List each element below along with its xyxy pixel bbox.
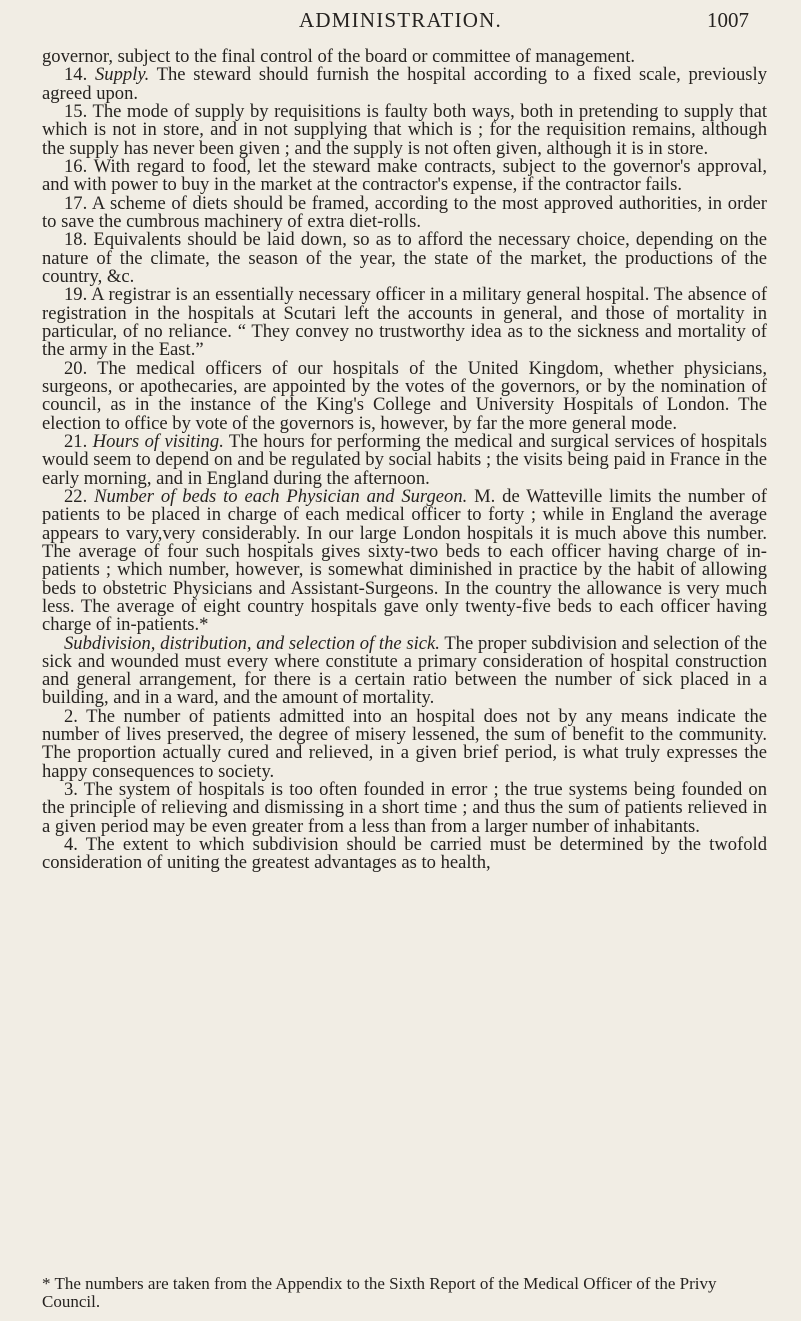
paragraph-text: The extent to which subdivision should be carried must be determined by the twofold consideration of uniting the greatest advantages as to health,: [42, 834, 768, 874]
paragraph-text: The system of hospitals is too often founded in error ; the true systems being founded on the principle of relieving and dismissing in a short time ; and thus the sum of patients relieved in a given period may be even greater from a less than from a larger number of inhabitants.: [42, 779, 768, 837]
paragraph-text: The hours for performing the medical and surgical services of hospitals would seem to depend on and be regulated by social habits ; the visits being paid in France in the early morning, and in England during the afternoon.: [42, 430, 767, 489]
footnote: * The numbers are taken from the Appendix to the Sixth Report of the Medical Officer of the Privy Council.: [42, 1274, 717, 1311]
paragraph-subdivision: [42, 632, 767, 709]
paragraph-text: The number of patients admitted into an hospital does not by any means indicate the number of lives preserved, the degree of misery lessened, the sum of benefit to the community. The proportion actually cured and relieved, in a given brief period, is what truly expresses the happy consequences to society.: [42, 705, 767, 782]
paragraph-21: [42, 430, 767, 489]
paragraph-heading: Subdivision, distribution, and selection of the sick.: [64, 632, 440, 654]
paragraph-14: [42, 66, 767, 103]
paragraph-heading: Number of beds to each Physician and Surgeon.: [94, 485, 468, 507]
paragraph-text: The mode of supply by requisitions is faulty both ways, both in pretending to supply that which is not in store, and in not supplying that which is ; for the requisition remains, although the supply has never been given ; and the supply is not often given, although it is in store.: [42, 100, 768, 159]
paragraph-number: 2.: [64, 705, 78, 727]
paragraph-text: A registrar is an essentially necessary officer in a military general hospital. The absence of registration in the hospitals at Scutari left the accounts in general, and those of mortality in particular, of no reliance. “ They convey no trustworthy idea as to the sickness and mortality of the army in the East.”: [42, 284, 768, 361]
page-header: [0, 6, 801, 36]
paragraph-heading: Supply.: [95, 64, 150, 86]
paragraph-number: 22.: [64, 485, 88, 507]
paragraph-text: M. de Watteville limits the number of patients to be placed in charge of each medical officer to forty ; while in England the average appears to vary,very considerably. In our large London hospitals it is much above this number. The average of four such hospitals gives sixty-two beds to each officer having charge of in-patients ; which number, however, is somewhat diminished in practice by the habit of allowing beds to obstetric Physicians and Assistant-Surgeons. In the country the allowance is very much less. The average of eight country hospitals gave only twenty-five beds to each officer having charge of in-patients.*: [42, 485, 767, 636]
paragraph-text: The steward should furnish the hospital according to a fixed scale, previously agreed upon.: [42, 64, 767, 104]
page-number: 1007: [707, 8, 749, 32]
paragraph-22: [42, 485, 767, 636]
paragraph-number: 3.: [64, 779, 78, 801]
paragraph-16: [42, 155, 767, 196]
paragraph-number: 21.: [64, 430, 88, 452]
paragraph-item-4: [42, 836, 767, 873]
paragraph-number: 20.: [64, 357, 88, 379]
paragraph-number: 15.: [64, 100, 88, 122]
paragraph-number: 19.: [64, 284, 88, 306]
paragraph-18: [42, 231, 767, 286]
paragraph-number: 17.: [64, 192, 88, 214]
paragraph-text: governor, subject to the final control of the board or committee of management.: [42, 46, 636, 67]
paragraph-20: [42, 357, 767, 434]
paragraph-19: [42, 286, 767, 359]
paragraph-heading: Hours of visiting.: [92, 430, 224, 452]
paragraph-text: The proper subdivision and selection of the sick and wounded must every where constitute a primary consideration of hospital construction and general arrangement, for there is a certain ratio between the number of sick placed in a building, and in a ward, and the amount of mortality.: [42, 632, 767, 709]
paragraph-number: 4.: [64, 834, 78, 856]
paragraph-item-3: [42, 781, 767, 836]
paragraph-item-2: [42, 705, 767, 782]
running-head: ADMINISTRATION.: [299, 8, 502, 32]
paragraph-text: The medical officers of our hospitals of the United Kingdom, whether physicians, surgeons, or apothecaries, are appointed by the votes of the governors, or by the nomination of council, as in the instance of the King's College and University Hospitals of London. The election to office by vote of the governors is, however, by far the more general mode.: [42, 357, 767, 434]
paragraph-number: 16.: [64, 155, 88, 177]
paragraph-15: [42, 100, 768, 159]
paragraph-text: A scheme of diets should be framed, according to the most approved authorities, in order to save the cumbrous machinery of extra diet-rolls.: [42, 192, 767, 232]
paragraph-number: 18.: [64, 229, 88, 251]
paragraph-text: Equivalents should be laid down, so as to afford the necessary choice, depending on the nature of the climate, the season of the year, the state of the market, the productions of the country, &c.: [42, 229, 767, 287]
body-text: [42, 48, 767, 873]
paragraph-17: [42, 192, 767, 232]
paragraph-text: With regard to food, let the steward make contracts, subject to the governor's approval, and with power to buy in the market at the contractor's expense, if the contractor fails.: [42, 155, 767, 196]
paragraph-number: 14.: [64, 64, 88, 86]
